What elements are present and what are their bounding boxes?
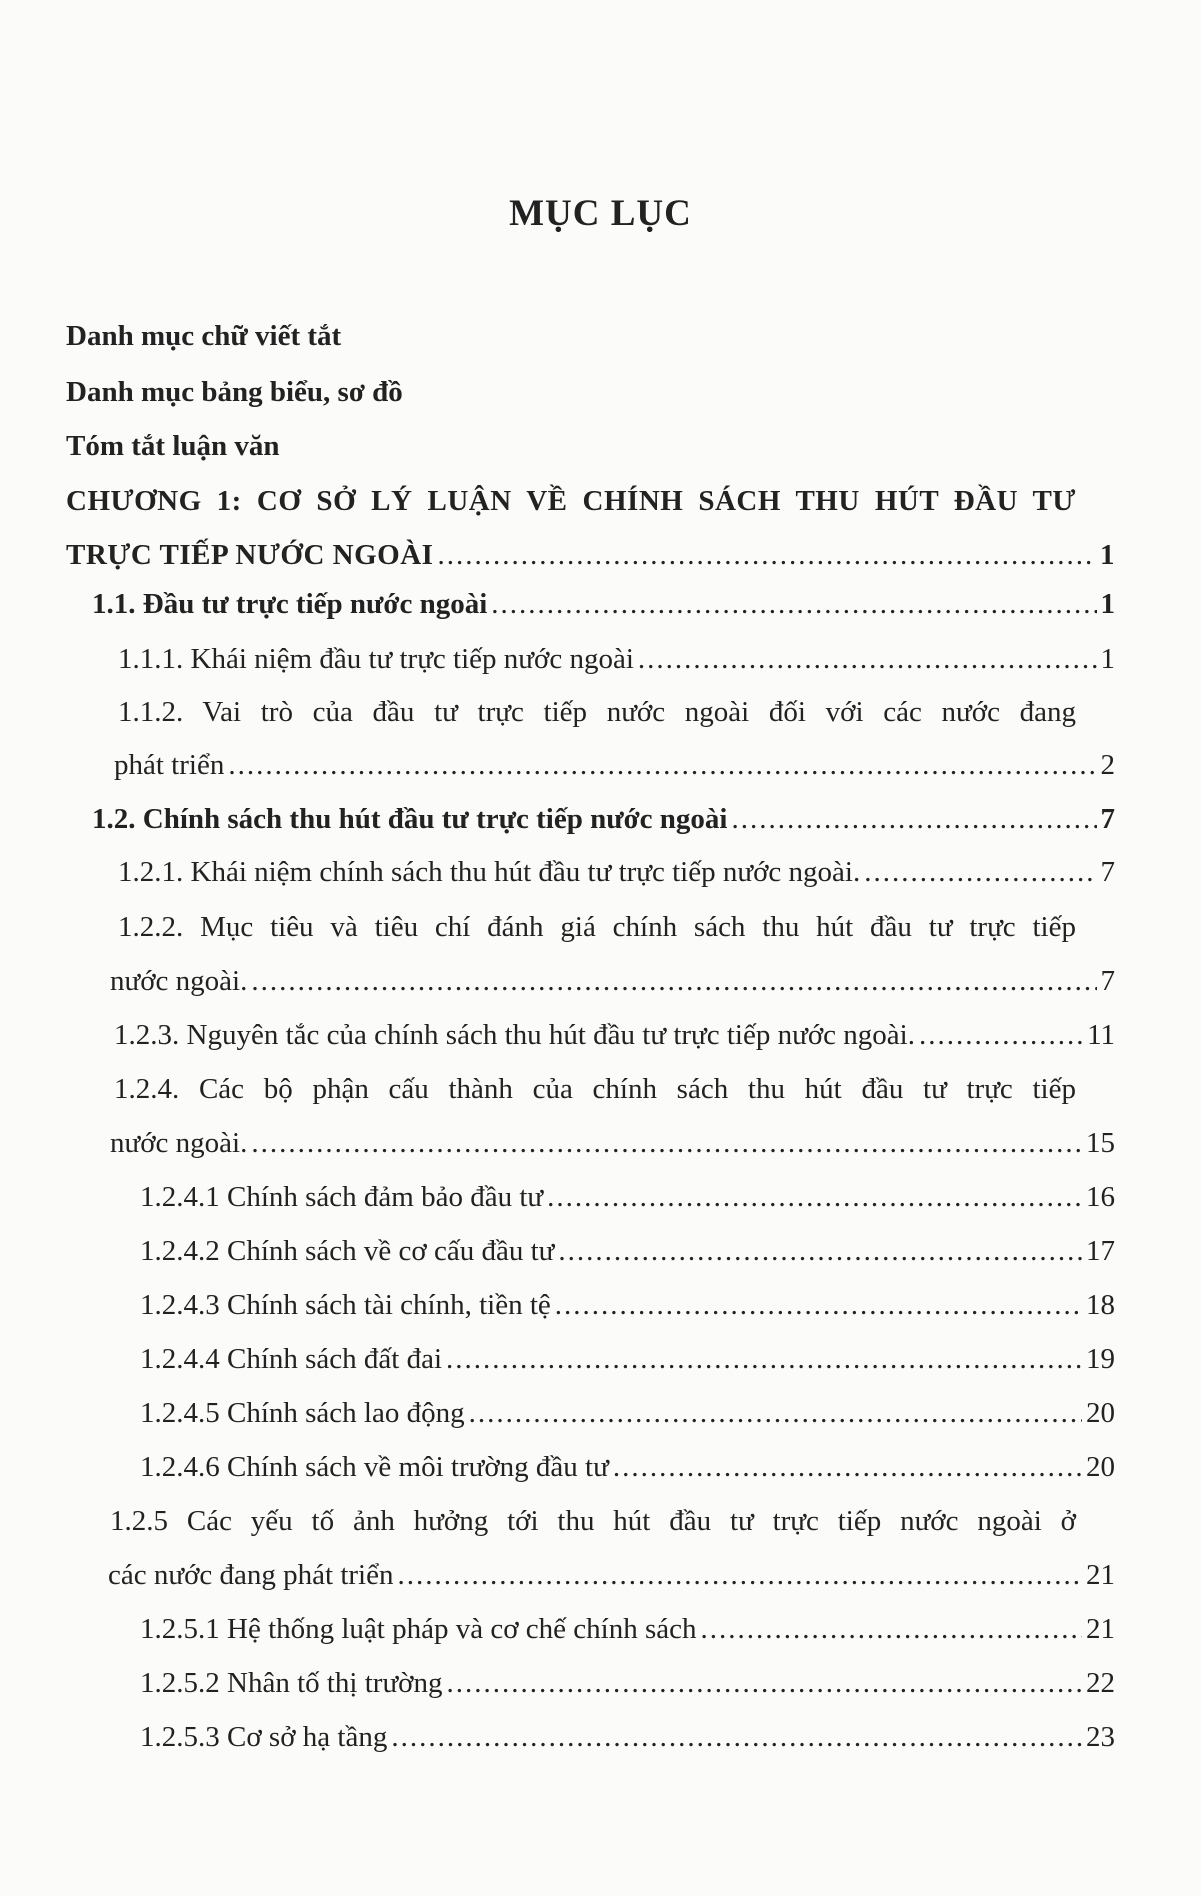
toc-entry-title: 1.2.4.2 Chính sách về cơ cấu đầu tư [140,1235,555,1267]
toc-section-1-2-4[interactable] [110,1125,1115,1161]
toc-entry-title: phát triển [114,749,225,781]
toc-page-number: 7 [1100,856,1115,888]
leader-dots [558,1233,1082,1269]
page-title: MỤC LỤC [509,193,692,234]
toc-tables-figures[interactable]: Danh mục bảng biểu, sơ đồ [66,376,403,408]
toc-section-1-1[interactable] [92,586,1115,622]
toc-chapter-1[interactable] [66,537,1115,573]
toc-page-number: 20 [1086,1451,1115,1483]
toc-entry-title: 1.2.4.1 Chính sách đảm bảo đầu tư [140,1181,544,1213]
toc-section-1-2[interactable] [92,801,1115,837]
toc-entry-title: 1.2.1. Khái niệm chính sách thu hút đầu tư trực tiếp nước ngoài. [118,856,861,888]
toc-entry-title: TRỰC TIẾP NƯỚC NGOÀI [66,539,434,571]
toc-page-number: 19 [1086,1343,1115,1375]
toc-section-1-2-4-4[interactable] [140,1341,1115,1377]
leader-dots [228,747,1096,783]
leader-dots [469,1395,1082,1431]
toc-page-number: 22 [1086,1667,1115,1699]
toc-section-1-1-2[interactable] [114,747,1115,783]
toc-entry-title: các nước đang phát triển [108,1559,394,1591]
toc-section-1-2-5-1[interactable] [140,1611,1115,1647]
toc-page-number: 7 [1100,803,1115,835]
leader-dots [251,1125,1082,1161]
toc-section-1-2-2-line1[interactable]: 1.2.2. Mục tiêu và tiêu chí đánh giá chính sách thu hút đầu tư trực tiếp [118,911,1076,943]
leader-dots [864,854,1096,890]
toc-section-1-2-1[interactable] [118,854,1115,890]
leader-dots [447,1665,1082,1701]
toc-page-number: 1 [1100,643,1115,675]
toc-page-number: 1 [1100,588,1115,620]
toc-entry-title: nước ngoài. [110,1127,248,1159]
toc-entry-title: 1.1.1. Khái niệm đầu tư trực tiếp nước ngoài [118,643,634,675]
toc-page-number: 7 [1100,965,1115,997]
toc-entry-title: nước ngoài. [110,965,248,997]
toc-entry-title: 1.2.4.3 Chính sách tài chính, tiền tệ [140,1289,551,1321]
toc-section-1-2-3[interactable] [114,1017,1115,1053]
toc-abbreviations[interactable]: Danh mục chữ viết tắt [66,320,342,352]
toc-section-1-2-4-6[interactable] [140,1449,1115,1485]
toc-page-number: 21 [1086,1559,1115,1591]
toc-entry-title: 1.2.5.3 Cơ sở hạ tầng [140,1721,388,1753]
toc-section-1-2-4-5[interactable] [140,1395,1115,1431]
toc-page-number: 11 [1087,1019,1115,1051]
toc-page-number: 1 [1100,539,1115,571]
toc-page-number: 18 [1086,1289,1115,1321]
toc-entry-title: 1.2.5.2 Nhân tố thị trường [140,1667,443,1699]
toc-section-1-2-4-line1[interactable]: 1.2.4. Các bộ phận cấu thành của chính sách thu hút đầu tư trực tiếp [114,1073,1076,1105]
toc-page-number: 16 [1086,1181,1115,1213]
toc-thesis-summary[interactable]: Tóm tắt luận văn [66,430,280,462]
toc-page-number: 15 [1086,1127,1115,1159]
leader-dots [638,641,1097,677]
toc-entry-title: 1.2.4.5 Chính sách lao động [140,1397,465,1429]
toc-section-1-2-4-1[interactable] [140,1179,1115,1215]
toc-entry-title: 1.2.4.4 Chính sách đất đai [140,1343,443,1375]
leader-dots [391,1719,1082,1755]
toc-page-number: 20 [1086,1397,1115,1429]
leader-dots [251,963,1096,999]
toc-entry-title: 1.2. Chính sách thu hút đầu tư trực tiếp nước ngoài [92,803,728,835]
toc-entry-title: 1.2.5.1 Hệ thống luật pháp và cơ chế chính sách [140,1613,697,1645]
toc-page-number: 21 [1086,1613,1115,1645]
toc-section-1-2-4-3[interactable] [140,1287,1115,1323]
leader-dots [446,1341,1082,1377]
toc-page-number: 2 [1100,749,1115,781]
toc-page-number: 17 [1086,1235,1115,1267]
leader-dots [613,1449,1082,1485]
toc-section-1-2-5-2[interactable] [140,1665,1115,1701]
leader-dots [547,1179,1082,1215]
leader-dots [731,801,1096,837]
leader-dots [397,1557,1082,1593]
toc-entry-title: 1.1. Đầu tư trực tiếp nước ngoài [92,588,488,620]
leader-dots [555,1287,1082,1323]
leader-dots [701,1611,1082,1647]
toc-entry-title: 1.2.4.6 Chính sách về môi trường đầu tư [140,1451,609,1483]
toc-section-1-1-1[interactable] [118,641,1115,677]
toc-section-1-2-5-line1[interactable]: 1.2.5 Các yếu tố ảnh hưởng tới thu hút đầu tư trực tiếp nước ngoài ở [110,1505,1076,1537]
leader-dots [919,1017,1083,1053]
toc-page-number: 23 [1086,1721,1115,1753]
leader-dots [491,586,1096,622]
toc-section-1-2-5-3[interactable] [140,1719,1115,1755]
toc-entry-title: 1.2.3. Nguyên tắc của chính sách thu hút đầu tư trực tiếp nước ngoài. [114,1019,915,1051]
toc-section-1-2-4-2[interactable] [140,1233,1115,1269]
toc-section-1-2-2[interactable] [110,963,1115,999]
toc-chapter-1-line1[interactable]: CHƯƠNG 1: CƠ SỞ LÝ LUẬN VỀ CHÍNH SÁCH THU HÚT ĐẦU TƯ [66,485,1076,517]
toc-section-1-1-2-line1[interactable]: 1.1.2. Vai trò của đầu tư trực tiếp nước ngoài đối với các nước đang [118,696,1076,728]
leader-dots [437,537,1096,573]
toc-section-1-2-5[interactable] [108,1557,1115,1593]
